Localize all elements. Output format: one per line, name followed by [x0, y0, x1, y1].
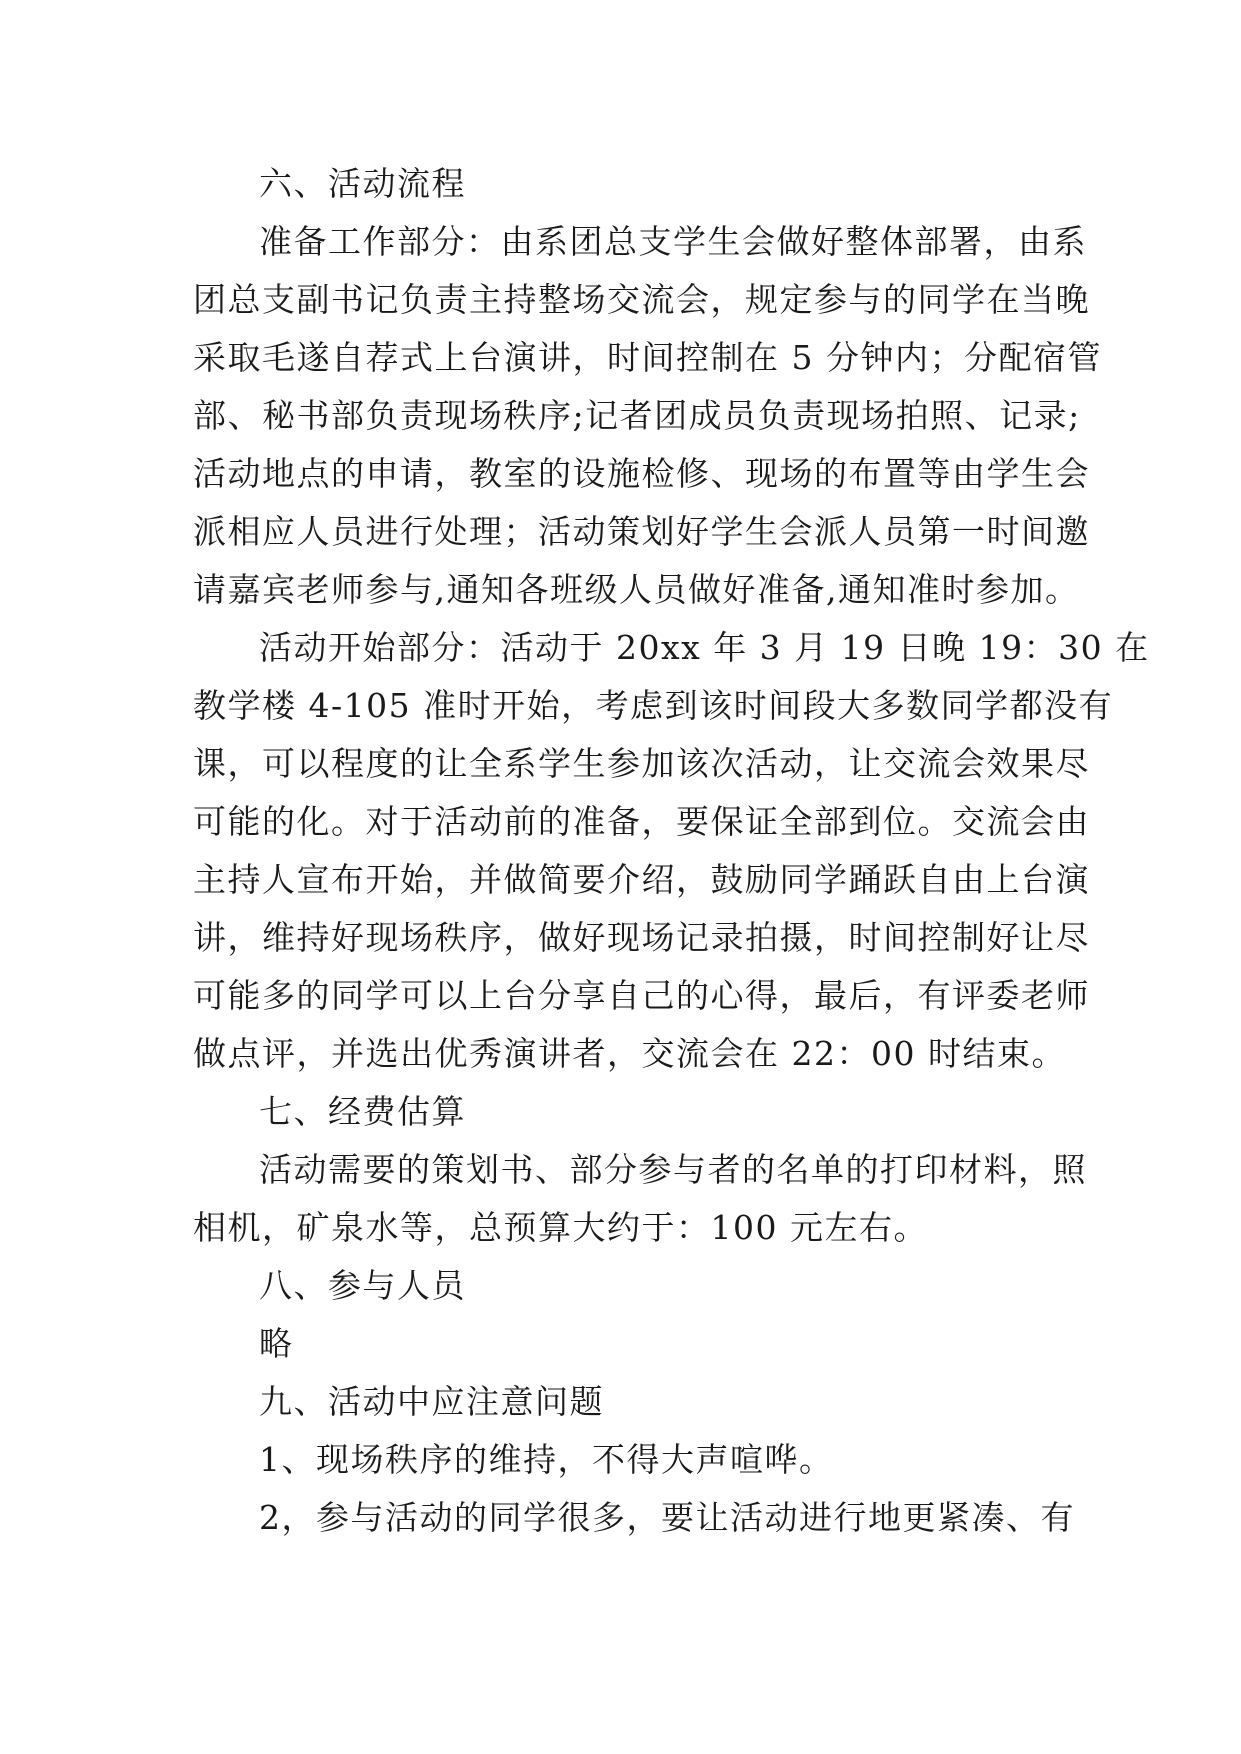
paragraph-line: 活动开始部分：活动于 20xx 年 3 月 19 日晚 19：30 在: [259, 628, 1150, 667]
paragraph-line: 采取毛遂自荐式上台演讲，时间控制在 5 分钟内；分配宿管: [193, 338, 1102, 377]
section-heading-participants: 八、参与人员: [259, 1266, 466, 1305]
paragraph-line: 主持人宣布开始，并做简要介绍，鼓励同学踊跃自由上台演: [193, 860, 1090, 899]
paragraph-line: 略: [259, 1324, 294, 1363]
paragraph-line: 教学楼 4-105 准时开始，考虑到该时间段大多数同学都没有: [193, 686, 1114, 725]
section-heading-notes: 九、活动中应注意问题: [259, 1382, 604, 1421]
paragraph-line: 派相应人员进行处理；活动策划好学生会派人员第一时间邀: [193, 512, 1090, 551]
section-heading-activity-flow: 六、活动流程: [259, 164, 466, 203]
paragraph-line: 部、秘书部负责现场秩序;记者团成员负责现场拍照、记录;: [193, 396, 1081, 435]
paragraph-line: 准备工作部分：由系团总支学生会做好整体部署，由系: [259, 222, 1087, 261]
paragraph-line: 相机，矿泉水等，总预算大约于：100 元左右。: [193, 1208, 928, 1247]
document-body: [193, 155, 1150, 1547]
paragraph-line: 做点评，并选出优秀演讲者，交流会在 22：00 时结束。: [193, 1034, 1066, 1073]
paragraph-line: 团总支副书记负责主持整场交流会，规定参与的同学在当晚: [193, 280, 1090, 319]
paragraph-line: 活动地点的申请，教室的设施检修、现场的布置等由学生会: [193, 454, 1090, 493]
paragraph-line: 讲，维持好现场秩序，做好现场记录拍摄，时间控制好让尽: [193, 918, 1090, 957]
paragraph-line: 可能多的同学可以上台分享自己的心得，最后，有评委老师: [193, 976, 1090, 1015]
list-item: 1、现场秩序的维持，不得大声喧哗。: [259, 1440, 834, 1479]
paragraph-line: 课，可以程度的让全系学生参加该次活动，让交流会效果尽: [193, 744, 1090, 783]
section-heading-budget: 七、经费估算: [259, 1092, 466, 1131]
paragraph-line: 活动需要的策划书、部分参与者的名单的打印材料，照: [259, 1150, 1087, 1189]
paragraph-line: 请嘉宾老师参与,通知各班级人员做好准备,通知准时参加。: [193, 570, 1080, 609]
list-item: 2，参与活动的同学很多，要让活动进行地更紧凑、有: [259, 1498, 1075, 1537]
paragraph-line: 可能的化。对于活动前的准备，要保证全部到位。交流会由: [193, 802, 1090, 841]
